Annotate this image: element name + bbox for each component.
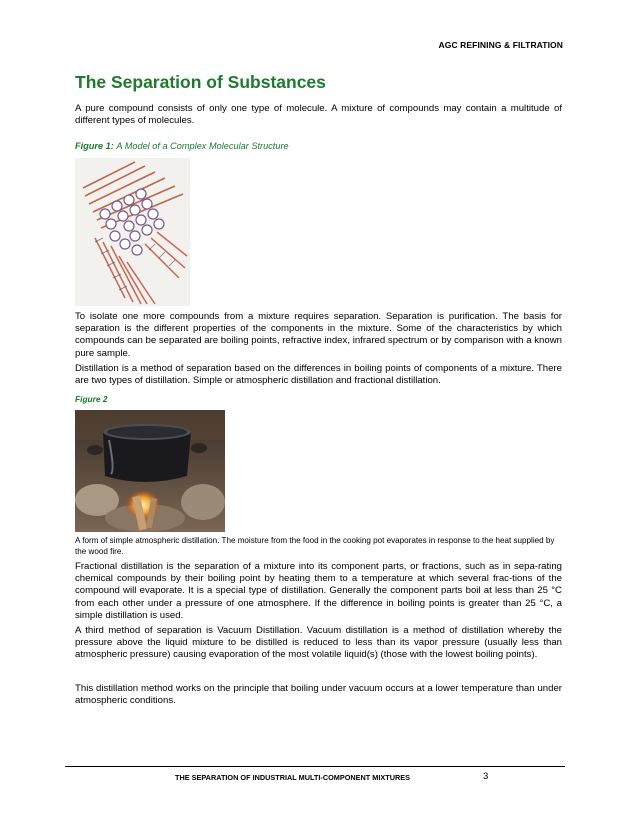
- figure-1-caption: [75, 141, 289, 151]
- intro-paragraph: A pure compound consists of only one type of molecule. A mixture of compounds may contain a multitude of different types of molecules.: [75, 103, 562, 127]
- running-header: AGC REFINING & FILTRATION: [438, 40, 563, 50]
- cooking-pot-fire-image: [75, 410, 225, 532]
- figure-1-title: A Model of a Complex Molecular Structure: [116, 141, 289, 151]
- page-number: 3: [483, 771, 489, 782]
- page-title: The Separation of Substances: [75, 72, 326, 92]
- distillation-paragraph: Distillation is a method of separation based on the differences in boiling points of components of a mixture. There are two types of distillation. Simple or atmospheric distillation and fractional distillation.: [75, 363, 562, 387]
- molecular-structure-image: [75, 158, 190, 306]
- figure-2-label: Figure 2: [75, 394, 108, 404]
- fractional-distillation-paragraph: Fractional distillation is the separation of a mixture into its component parts, or fractions, such as in sepa-rating chemical compounds by their boiling point by heating them to a temperature at which several frac-tions of the compound will evaporate. It is a special type of distillation. Generally the component parts boil at less than 25 °C from each other under a pressure of one atmosphere. If the difference in boiling points is greater than 25 °C, a simple distillation is used.: [75, 561, 562, 621]
- running-footer: THE SEPARATION OF INDUSTRIAL MULTI-COMPONENT MIXTURES: [175, 773, 410, 782]
- principle-paragraph: This distillation method works on the principle that boiling under vacuum occurs at a lower temperature than under atmospheric conditions.: [75, 683, 562, 707]
- figure-2-caption: A form of simple atmospheric distillation. The moisture from the food in the cooking pot evaporates in response to the heat supplied by the wood fire.: [75, 536, 555, 556]
- footer-divider: [65, 766, 565, 767]
- figure-1-label: Figure 1:: [75, 141, 114, 151]
- vacuum-distillation-paragraph: A third method of separation is Vacuum Distillation. Vacuum distillation is a method of distillation whereby the pressure above the liquid mixture to be distilled is reduced to less than its vapor pressure (usually less than atmospheric pressure) causing evaporation of the most volatile liquid(s) (those with the lowest boiling points).: [75, 625, 562, 661]
- separation-paragraph: To isolate one more compounds from a mixture requires separation. Separation is purification. The basis for separation is the different properties of the components in the mixture. Some of the characteristics by which compounds can be separated are boiling points, refractive index, infrared spectrum or by comparison with a known pure sample.: [75, 311, 562, 359]
